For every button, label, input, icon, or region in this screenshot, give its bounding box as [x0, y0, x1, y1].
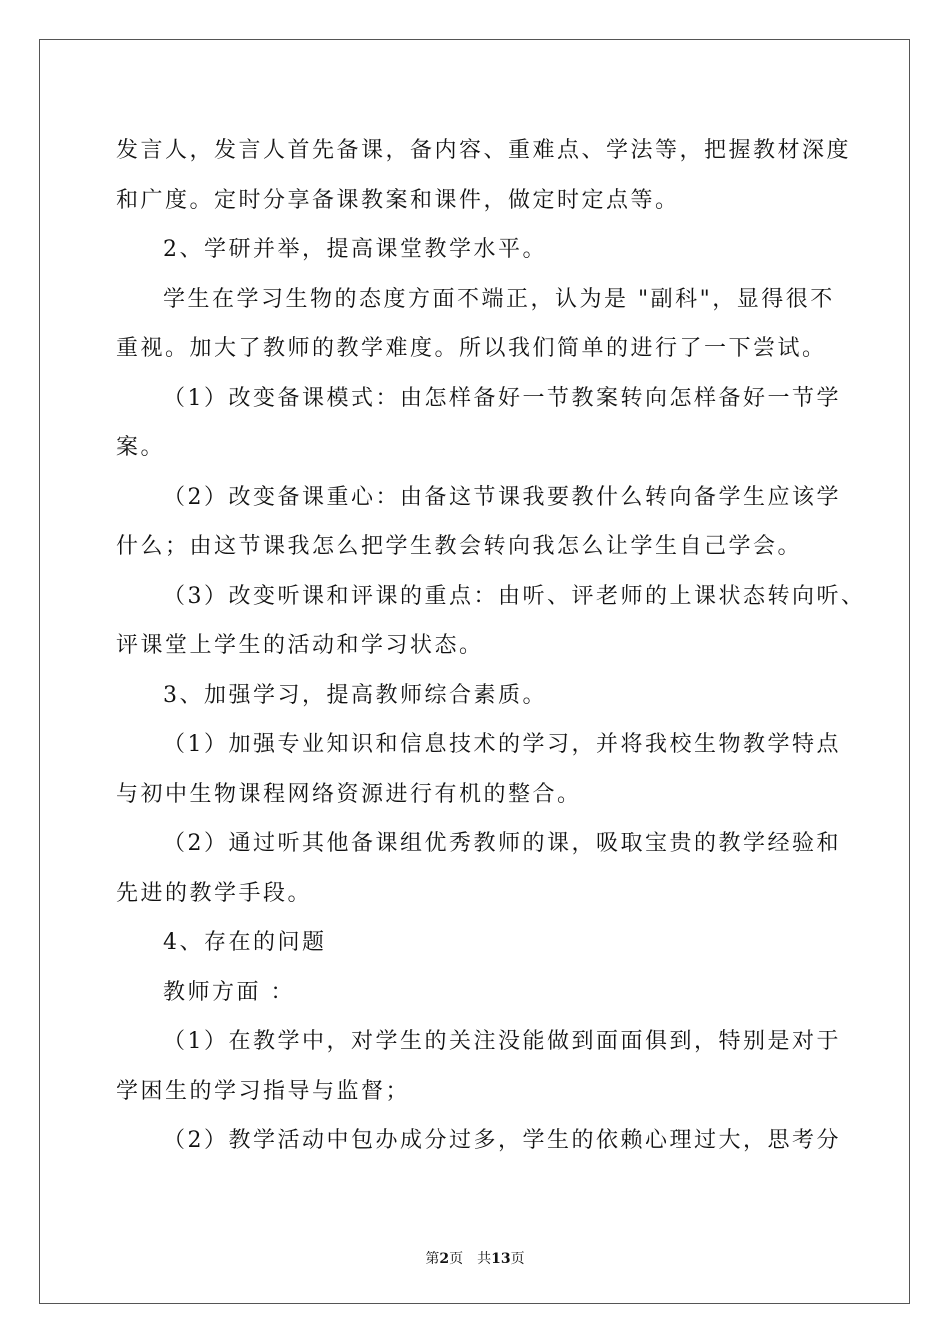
text-line: 学生在学习生物的态度方面不端正，认为是 "副科"，显得很不 [163, 286, 835, 312]
text-line: 和广度。定时分享备课教案和课件，做定时定点等。 [116, 187, 680, 213]
list-item: （1）改变备课模式：由怎样备好一节教案转向怎样备好一节学 [163, 385, 841, 411]
text-line: 先进的教学手段。 [116, 880, 313, 906]
text-line: 案。 [116, 435, 166, 460]
document-body [116, 126, 866, 1166]
text-line: 什么；由这节课我怎么把学生教会转向我怎么让学生自己学会。 [116, 534, 803, 559]
list-item: （2）通过听其他备课组优秀教师的课，吸取宝贵的教学经验和 [163, 831, 841, 856]
section-heading: 4、存在的问题 [163, 930, 327, 955]
subheading: 教师方面 ： [163, 979, 295, 1005]
footer-page-unit: 页 [449, 1251, 464, 1267]
current-page-number: 2 [439, 1251, 450, 1267]
section-heading: 2、学研并举，提高课堂教学水平。 [163, 237, 547, 262]
text-line: 与初中生物课程网络资源进行有机的整合。 [116, 781, 582, 807]
list-item: （1）在教学中，对学生的关注没能做到面面俱到，特别是对于 [163, 1029, 841, 1054]
list-item: （2）改变备课重心：由备这节课我要教什么转向备学生应该学 [163, 484, 841, 510]
text-line: 发言人，发言人首先备课，备内容、重难点、学法等，把握教材深度 [116, 138, 852, 163]
list-item: （2）教学活动中包办成分过多，学生的依赖心理过大，思考分 [163, 1128, 841, 1153]
section-heading: 3、加强学习，提高教师综合素质。 [163, 682, 547, 708]
list-item: （3）改变听课和评课的重点：由听、评老师的上课状态转向听、 [163, 583, 866, 609]
text-line: 重视。加大了教师的教学难度。所以我们简单的进行了一下尝试。 [116, 336, 827, 361]
footer-total-prefix: 共 [477, 1251, 492, 1267]
footer-prefix: 第 [425, 1251, 440, 1267]
list-item: （1）加强专业知识和信息技术的学习，并将我校生物教学特点 [163, 732, 841, 757]
total-pages-number: 13 [491, 1251, 511, 1267]
page-footer [0, 1248, 950, 1268]
text-line: 评课堂上学生的活动和学习状态。 [116, 633, 484, 658]
footer-total-unit: 页 [510, 1251, 525, 1267]
text-line: 学困生的学习指导与监督； [116, 1078, 411, 1104]
